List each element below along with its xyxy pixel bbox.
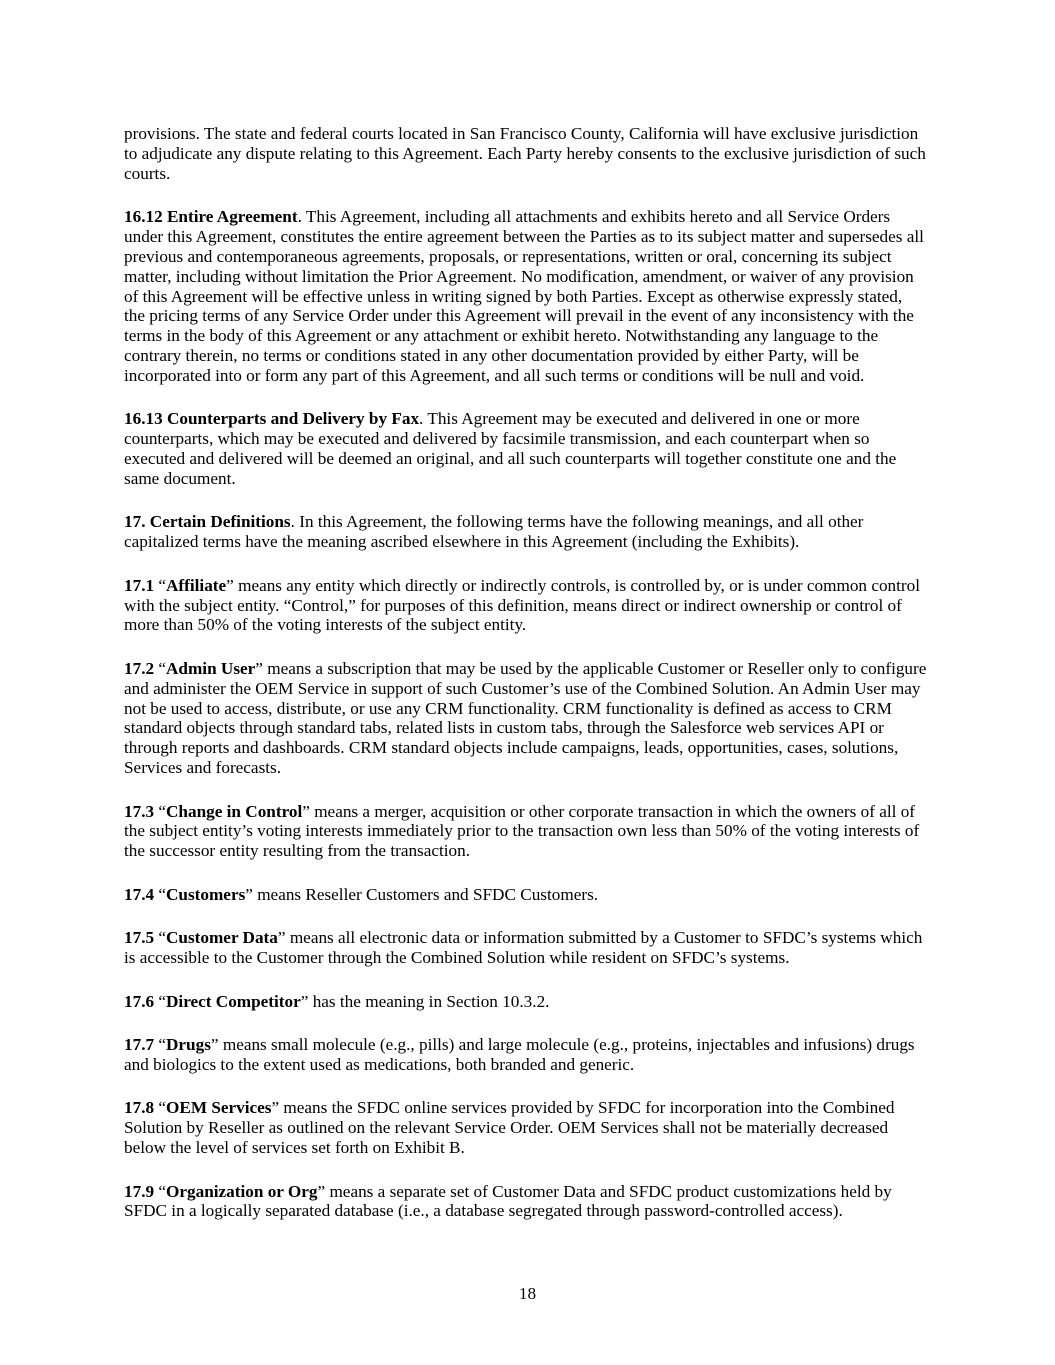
- text-run: capitalized terms have the meaning ascribed elsewhere in this Agreement (including the Exhibits).: [124, 532, 800, 552]
- text-line: [124, 1098, 944, 1118]
- text-line: [124, 366, 944, 386]
- text-run: of this Agreement will be effective unless in writing signed by both Parties. Except as otherwise expressly stated,: [124, 286, 903, 306]
- text-line: [124, 885, 944, 905]
- bold-text: 17.4: [124, 884, 155, 904]
- text-run: ” means a separate set of Customer Data and SFDC product customizations held by: [317, 1181, 892, 1201]
- section-17-7: [124, 1035, 944, 1075]
- text-line: [124, 615, 944, 635]
- text-line: [124, 469, 944, 489]
- text-line: [124, 227, 944, 247]
- page-number: 18: [518, 1284, 537, 1303]
- text-run: ” means a merger, acquisition or other corporate transaction in which the owners of all of: [302, 801, 916, 821]
- text-line: [124, 802, 944, 822]
- text-line: [124, 287, 944, 307]
- text-line: [124, 144, 944, 164]
- text-line: [124, 124, 944, 144]
- bold-text: 17.7: [124, 1035, 155, 1055]
- text-run: incorporated into or form any part of this Agreement, and all such terms or conditions will be null and void.: [124, 365, 865, 385]
- section-17-5: [124, 928, 944, 968]
- text-line: [124, 306, 944, 326]
- text-line: [124, 164, 944, 184]
- section-17-3: [124, 802, 944, 862]
- text-run: the pricing terms of any Service Order under this Agreement will prevail in the event of any inconsistency with the: [124, 306, 914, 326]
- text-run: to adjudicate any dispute relating to this Agreement. Each Party hereby consents to the exclusive jurisdiction of such: [124, 143, 926, 163]
- bold-text: 17.3: [124, 801, 155, 821]
- text-line: [124, 1118, 944, 1138]
- text-line: [124, 948, 944, 968]
- text-line: [124, 1055, 944, 1075]
- text-line: [124, 718, 944, 738]
- text-run: Services and forecasts.: [124, 758, 282, 778]
- text-run: ” means a subscription that may be used by the applicable Customer or Reseller only to configure: [255, 658, 927, 678]
- bold-text: 17.5: [124, 928, 155, 948]
- text-line: [124, 326, 944, 346]
- text-line: [124, 267, 944, 287]
- document-body: [124, 124, 944, 1245]
- text-run: provisions. The state and federal courts located in San Francisco County, California will have exclusive jurisdiction: [124, 124, 919, 143]
- text-line: [124, 512, 944, 532]
- text-line: [124, 699, 944, 719]
- bold-text: 17.6: [124, 991, 155, 1011]
- text-run: “: [154, 928, 167, 948]
- text-run: standard objects through standard tabs, related lists in custom tabs, through the Salesforce web services API or: [124, 718, 884, 738]
- text-run: and administer the OEM Service in support of such Customer’s use of the Combined Solution. An Admin User may: [124, 678, 921, 698]
- text-line: [124, 992, 944, 1012]
- text-line: [124, 928, 944, 948]
- text-run: the successor entity resulting from the transaction.: [124, 841, 471, 861]
- text-run: counterparts, which may be executed and delivered by facsimile transmission, and each counterpart when so: [124, 429, 870, 449]
- bold-text: 16.12 Entire Agreement: [124, 207, 298, 227]
- text-run: “: [154, 991, 167, 1011]
- bold-text: Admin User: [166, 658, 256, 678]
- text-run: more than 50% of the voting interests of the subject entity.: [124, 615, 527, 635]
- text-line: [124, 409, 944, 429]
- section-17-9: [124, 1182, 944, 1222]
- text-run: “: [154, 1035, 167, 1055]
- bold-text: 17.8: [124, 1098, 155, 1118]
- text-run: executed and delivered will be deemed an original, and all such counterparts will together constitute one and the: [124, 449, 897, 469]
- text-line: [124, 346, 944, 366]
- text-line: [124, 841, 944, 861]
- section-16-12-entire-agreement: [124, 207, 944, 386]
- text-line: [124, 1035, 944, 1055]
- section-16-13-counterparts-and-delivery-by-fax: [124, 409, 944, 488]
- bold-text: 17.9: [124, 1181, 155, 1201]
- bold-text: 17.1: [124, 575, 155, 595]
- bold-text: 17. Certain Definitions: [124, 512, 291, 532]
- text-run: contrary therein, no terms or conditions stated in any other documentation provided by either Party, will be: [124, 346, 859, 366]
- text-line: [124, 207, 944, 227]
- bold-text: Customer Data: [166, 928, 278, 948]
- bold-text: Affiliate: [166, 575, 227, 595]
- text-line: [124, 576, 944, 596]
- text-line: [124, 449, 944, 469]
- bold-text: Change in Control: [166, 801, 303, 821]
- text-line: [124, 1182, 944, 1202]
- text-run: “: [154, 801, 167, 821]
- section-17-2: [124, 659, 944, 778]
- text-run: terms in the body of this Agreement or any attachment or exhibit hereto. Notwithstanding any language to the: [124, 326, 879, 346]
- text-run: ” has the meaning in Section 10.3.2.: [300, 991, 550, 1011]
- bold-text: OEM Services: [166, 1098, 272, 1118]
- bold-text: Direct Competitor: [166, 991, 301, 1011]
- text-line: [124, 1201, 944, 1221]
- bold-text: Customers: [166, 884, 246, 904]
- bold-text: 17.2: [124, 658, 155, 678]
- text-run: ” means Reseller Customers and SFDC Customers.: [245, 884, 599, 904]
- text-run: ” means all electronic data or information submitted by a Customer to SFDC’s systems which: [277, 928, 923, 948]
- text-run: “: [154, 658, 167, 678]
- text-line: [124, 532, 944, 552]
- bold-text: Drugs: [166, 1035, 211, 1055]
- text-run: . In this Agreement, the following terms have the following meanings, and all other: [290, 512, 864, 532]
- text-line: [124, 758, 944, 778]
- section-17-6: [124, 992, 944, 1012]
- text-line: [124, 1138, 944, 1158]
- text-run: the subject entity’s voting interests immediately prior to the transaction own less than 50% of the voting interests of: [124, 821, 920, 841]
- text-run: with the subject entity. “Control,” for purposes of this definition, means direct or indirect ownership or control of: [124, 595, 902, 615]
- text-run: through reports and dashboards. CRM standard objects include campaigns, leads, opportunities, cases, solutions,: [124, 738, 899, 758]
- text-run: is accessible to the Customer through the Combined Solution while resident on SFDC’s systems.: [124, 948, 790, 968]
- text-run: previous and contemporaneous agreements, proposals, or representations, written or oral, concerning its subject: [124, 246, 892, 266]
- text-run: ” means small molecule (e.g., pills) and large molecule (e.g., proteins, injectables and infusions) drugs: [210, 1035, 915, 1055]
- text-run: ” means the SFDC online services provided by SFDC for incorporation into the Combined: [271, 1098, 895, 1118]
- paragraph-continued: [124, 124, 944, 184]
- text-run: matter, including without limitation the Prior Agreement. No modification, amendment, or waiver of any provision: [124, 266, 914, 286]
- bold-text: 16.13 Counterparts and Delivery by Fax: [124, 409, 420, 429]
- text-run: same document.: [124, 468, 236, 488]
- text-line: [124, 247, 944, 267]
- text-run: Solution by Reseller as outlined on the relevant Service Order. OEM Services shall not be materially decreased: [124, 1118, 889, 1138]
- text-line: [124, 659, 944, 679]
- text-line: [124, 429, 944, 449]
- text-run: below the level of services set forth on Exhibit B.: [124, 1138, 465, 1158]
- text-run: and biologics to the extent used as medications, both branded and generic.: [124, 1054, 635, 1074]
- text-run: “: [154, 1098, 167, 1118]
- text-line: [124, 821, 944, 841]
- text-run: courts.: [124, 163, 171, 183]
- text-run: . This Agreement, including all attachments and exhibits hereto and all Service Orders: [297, 207, 891, 227]
- text-line: [124, 679, 944, 699]
- section-17-1: [124, 576, 944, 636]
- text-run: “: [154, 884, 167, 904]
- text-run: SFDC in a logically separated database (i.e., a database segregated through password-controlled access).: [124, 1201, 843, 1221]
- section-17-4: [124, 885, 944, 905]
- section-17-certain-definitions: [124, 512, 944, 552]
- section-17-8: [124, 1098, 944, 1158]
- text-run: under this Agreement, constitutes the entire agreement between the Parties as to its subject matter and supersedes all: [124, 227, 924, 247]
- text-line: [124, 596, 944, 616]
- text-run: not be used to access, distribute, or use any CRM functionality. CRM functionality is defined as access to CRM: [124, 698, 892, 718]
- text-run: “: [154, 1181, 167, 1201]
- text-run: “: [154, 575, 167, 595]
- bold-text: Organization or Org: [166, 1181, 318, 1201]
- text-run: . This Agreement may be executed and delivered in one or more: [419, 409, 860, 429]
- text-run: ” means any entity which directly or indirectly controls, is controlled by, or is under common control: [226, 575, 921, 595]
- text-line: [124, 738, 944, 758]
